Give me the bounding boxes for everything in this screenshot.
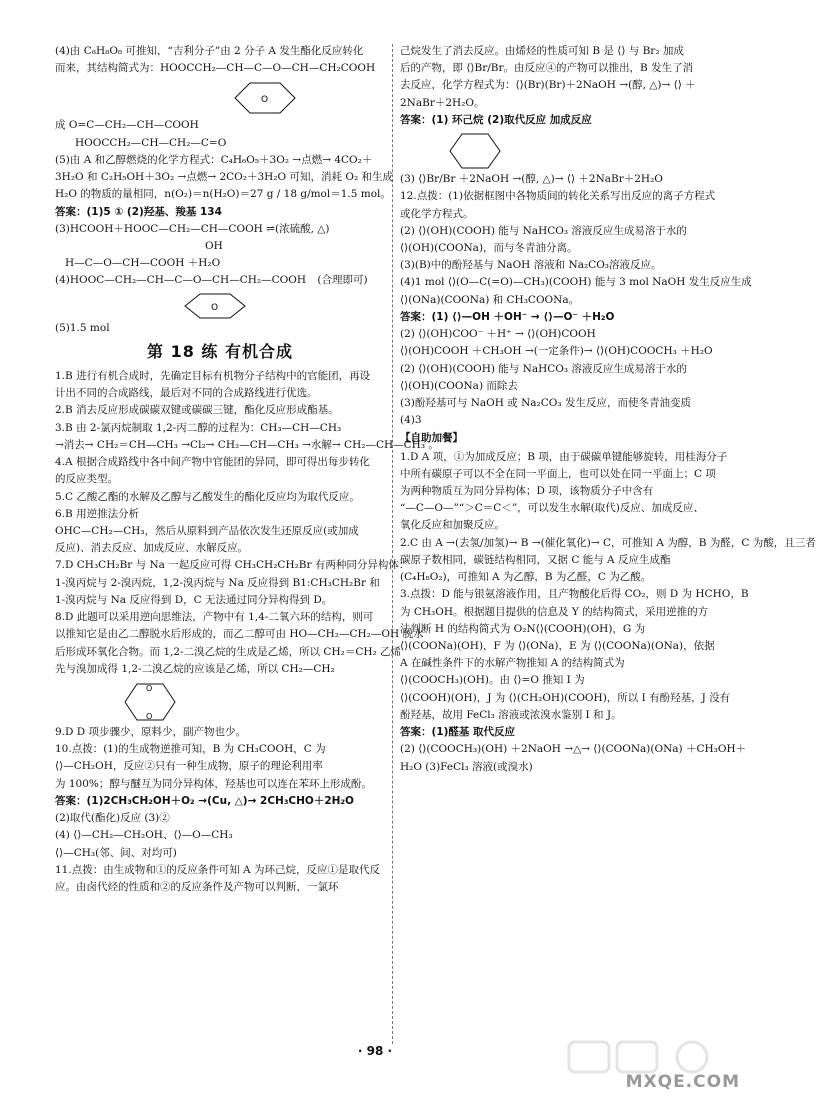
column-divider bbox=[392, 44, 393, 1044]
text-line: (2) ⟨⟩(OH)(COOH) 能与 NaHCO₃ 溶液反应生成易溶于水的 bbox=[400, 362, 687, 375]
text-line: (3)(B)中的酚羟基与 NaOH 溶液和 Na₂CO₃溶液反应。 bbox=[400, 259, 662, 272]
text-line: 为 CH₃OH。根据题目提供的信息及 Y 的结构简式，采用逆推的方 bbox=[400, 605, 709, 618]
list-item: (2)取代(酯化)反应 (3)② bbox=[55, 812, 170, 825]
list-item: 10.点拨：(1)的生成物逆推可知，B 为 CH₃COOH，C 为 bbox=[55, 743, 326, 756]
list-item: 为 100%；醇与醚互为同分异构体，羟基也可以连在苯环上形成酚。 bbox=[55, 777, 372, 790]
text-line: H—C—O—CH—COOH ＋H₂O bbox=[65, 257, 221, 270]
text-line: 法判断 H 的结构简式为 O₂N⟨⟩(COOH)(OH)，G 为 bbox=[400, 622, 646, 635]
list-item: 1-溴丙烷与 Na 反应得到 D，C 无法通过同分异构得到 D。 bbox=[55, 593, 333, 606]
text-line: 3H₂O 和 C₂H₅OH＋3O₂ →点燃→ 2CO₂＋3H₂O 可知，消耗 O₂ 和生成 bbox=[55, 171, 393, 184]
text-line: ⟨⟩(COONa)(OH)，F 为 ⟨⟩(ONa)，E 为 ⟨⟩(COONa)(ONa)，依据 bbox=[400, 640, 715, 652]
text-line: (2) ⟨⟩(COOCH₃)(OH) ＋2NaOH →△→ ⟨⟩(COONa)(ONa) ＋CH₃OH＋ bbox=[400, 743, 747, 756]
section-title: 第 18 练 有机合成 bbox=[147, 341, 293, 361]
text-line: (4)1 mol ⟨⟩(O—C(=O)—CH₃)(COOH) 能与 3 mol NaOH 发生反应生成 bbox=[400, 276, 752, 289]
text-line: ⟨⟩(OH)COOH ＋CH₃OH →(一定条件)→ ⟨⟩(OH)COOCH₃ ＋H₂O bbox=[400, 345, 713, 358]
text-line: (5)由 A 和乙醇燃烧的化学方程式：C₄H₆O₅＋3O₂ →点燃→ 4CO₂＋ bbox=[55, 153, 373, 166]
answer-line: 答案：(1) ⟨⟩—OH ＋OH⁻ → ⟨⟩—O⁻ ＋H₂O bbox=[400, 310, 615, 323]
subsection-title: 【自助加餐】 bbox=[400, 432, 463, 445]
text-line: 为两种物质互为同分异构体；D 项，该物质分子中含有 bbox=[400, 485, 654, 498]
right-column bbox=[400, 44, 816, 777]
text-line: (3)HCOOH＋HOOC—CH₂—CH—COOH ⇌(浓硫酸, △) bbox=[55, 222, 330, 235]
text-line: 或化学方程式。 bbox=[400, 207, 474, 220]
list-item: 的反应类型。 bbox=[55, 473, 118, 486]
text-line: 酚羟基，故用 FeCl₃ 溶液或浓溴水鉴别 I 和 J。 bbox=[400, 708, 622, 721]
text-line: OH bbox=[205, 239, 223, 252]
text-line: 1.D A 项，①为加成反应；B 项，由于碳碳单键能够旋转，用桂海分子 bbox=[400, 450, 728, 463]
watermark-text: MXQE.COM bbox=[625, 1072, 740, 1092]
text-line: (3)酚羟基可与 NaOH 或 Na₂CO₃ 发生反应，而使冬青油变质 bbox=[400, 396, 691, 409]
text-line: ⟨⟩(COOH)(OH)，J 为 ⟨⟩(CH₂OH)(COOH)，所以 I 有酚羟基，J 没有 bbox=[400, 691, 731, 704]
list-item: 3.B 由 2-氯丙烷制取 1,2-丙二醇的过程为：CH₃—CH—CH₃ bbox=[55, 421, 342, 434]
text-line: A 在碱性条件下的水解产物推知 A 的结构简式为 bbox=[400, 657, 625, 670]
list-item: 6.B 用逆推法分析 bbox=[55, 507, 140, 520]
list-item: 5.C 乙酸乙酯的水解及乙醇与乙酸发生的酯化反应均为取代反应。 bbox=[55, 490, 360, 503]
text-line: ⟨⟩(ONa)(COONa) 和 CH₃COONa。 bbox=[400, 293, 580, 306]
svg-text:O: O bbox=[211, 302, 219, 313]
list-item: 9.D D 项步骤少，原料少，副产物也少。 bbox=[55, 725, 247, 738]
list-item: 反应)、消去反应、加成反应、水解反应。 bbox=[55, 542, 249, 555]
text-line: 2.C 由 A →(去氢/加氢)→ B →(催化氧化)→ C，可推知 A 为醇，B 为醛，C 为酸，且三者 bbox=[400, 536, 816, 549]
text-line: 12.点拨：(1)依据框图中各物质间的转化关系写出反应的离子方程式 bbox=[400, 190, 716, 203]
text-line: H₂O (3)FeCl₃ 溶液(或溴水) bbox=[400, 760, 533, 773]
text-line: 中所有碳原子可以不全在同一平面上，也可以处在同一平面上；C 项 bbox=[400, 467, 716, 480]
svg-text:O: O bbox=[146, 711, 153, 721]
text-line: “—C—O—”“＞C＝C＜”，可以发生水解(取代)反应、加成反应、 bbox=[400, 502, 704, 515]
text-line: (4)3 bbox=[400, 414, 422, 427]
text-line: ⟨⟩(OH)(COONa) 而除去 bbox=[400, 379, 518, 392]
text-line: 去反应，化学方程式为：⟨⟩(Br)(Br)＋2NaOH →(醇, △)→ ⟨⟩ ＋ bbox=[400, 79, 696, 92]
list-item: 以推知它是由乙二醇脱水后形成的，而乙二醇可由 HO—CH₂—CH₂—OH 脱水 bbox=[55, 628, 424, 641]
text-line bbox=[55, 273, 385, 288]
text-line: (3) ⟨⟩Br/Br ＋2NaOH →(醇, △)→ ⟨⟩ ＋2NaBr＋2H₂O bbox=[400, 173, 663, 186]
text-line: ⟨⟩(OH)(COONa)，而与冬青油分离。 bbox=[400, 241, 578, 254]
ring-structure-icon bbox=[175, 291, 255, 321]
text-line: 成 O=C—CH₂—CH—COOH bbox=[55, 119, 199, 132]
svg-text:O: O bbox=[146, 683, 153, 693]
text-line: ⟨⟩(COOCH₃)(OH)。由 ⟨⟩=O 推知 I 为 bbox=[400, 674, 585, 687]
text-line: 碳原子数相同，碳链结构相同，又据 C 能与 A 反应生成酯 bbox=[400, 553, 671, 566]
text-line: (2) ⟨⟩(OH)(COOH) 能与 NaHCO₃ 溶液反应生成易溶于水的 bbox=[400, 224, 687, 237]
text-line: H₂O 的物质的量相同，n(O₂)＝n(H₂O)＝27 g / 18 g/mol＝1.5 mol。 bbox=[55, 188, 391, 201]
text-line: 后的产物，即 ⟨⟩Br/Br。由反应④的产物可以推出，B 发生了消 bbox=[400, 62, 694, 75]
answer-line: 答案：(1)5 ① (2)羟基、羧基 134 bbox=[55, 205, 222, 218]
note-text: (合理即可) bbox=[317, 274, 368, 287]
list-item: 应。由卤代烃的性质和②的反应条件及产物可以判断，一氯环 bbox=[55, 880, 339, 893]
list-item: 1-溴丙烷与 2-溴丙烷，1,2-溴丙烷与 Na 反应得到 B1:CH₃CH₂Br 和 bbox=[55, 576, 380, 589]
text-line: (2) ⟨⟩(OH)COO⁻ ＋H⁺ → ⟨⟩(OH)COOH bbox=[400, 328, 596, 341]
list-item: OHC—CH₂—CH₃，然后从原料到产品依次发生还原反应(或加成 bbox=[55, 525, 359, 537]
text-line: HOOCCH₂—CH—CH₂—C=O bbox=[75, 136, 227, 149]
list-item: (4) ⟨⟩—CH₂—CH₂OH、⟨⟩—O—CH₃ bbox=[55, 829, 233, 842]
svg-text:O: O bbox=[261, 95, 269, 106]
list-item: 4.A 根据合成路线中各中间产物中官能团的异同，即可得出每步转化 bbox=[55, 456, 370, 469]
list-item: 先与溴加成得 1,2-二溴乙烷的应该是乙烯，所以 CH₂—CH₂ bbox=[55, 662, 335, 675]
list-item: 1.B 进行有机合成时，先确定目标有机物分子结构中的官能团，再设 bbox=[55, 370, 371, 383]
text-line: (5)1.5 mol bbox=[55, 321, 110, 334]
list-item: 11.点拨：由生成物和①的反应条件可知 A 为环己烷，反应①是取代反 bbox=[55, 863, 380, 876]
answer-line: 答案：(1) 环己烷 (2)取代反应 加成反应 bbox=[400, 113, 592, 126]
list-item: ⟨⟩—CH₃(邻、间、对均可) bbox=[55, 846, 177, 859]
list-item: 7.D CH₃CH₂Br 与 Na 一起反应可得 CH₃CH₂CH₂Br 有两种同分异构体： bbox=[55, 559, 410, 572]
list-item: 8.D 此题可以采用逆向思维法，产物中有 1,4-二氧六环的结构，则可 bbox=[55, 611, 374, 624]
cyclohexane-structure-icon bbox=[440, 130, 510, 172]
text-line: 2NaBr＋2H₂O。 bbox=[400, 96, 485, 109]
dioxane-structure-icon bbox=[115, 679, 185, 725]
list-item: 答案：(1)2CH₃CH₂OH＋O₂ →(Cu, △)→ 2CH₃CHO＋2H₂O bbox=[55, 794, 354, 807]
text-line: 己烷发生了消去反应。由烯烃的性质可知 B 是 ⟨⟩ 与 Br₂ 加成 bbox=[400, 45, 684, 57]
list-item: ⟨⟩—CH₂OH，反应②只有一种生成物，原子的理论利用率 bbox=[55, 760, 323, 773]
answer-line: 答案：(1)醛基 取代反应 bbox=[400, 726, 516, 739]
text-line: 氧化反应和加聚反应。 bbox=[400, 519, 505, 532]
list-item: 2.B 消去反应形成碳碳双键或碳碳三键，酯化反应形成酯基。 bbox=[55, 404, 339, 417]
text-line: (4)由 C₈H₈O₈ 可推知，“吉利分子”由 2 分子 A 发生酯化反应转化 bbox=[55, 45, 364, 57]
text-line: 3.点拨：D 能与银氨溶液作用，且产物酸化后得 CO₂，则 D 为 HCHO，B bbox=[400, 588, 749, 601]
text-line: (C₄H₈O₂)，可推知 A 为乙醇，B 为乙醛，C 为乙酸。 bbox=[400, 571, 652, 584]
ring-structure-icon bbox=[225, 78, 305, 118]
list-item: →消去→ CH₂＝CH—CH₃ →Cl₂→ CH₂—CH—CH₃ →水解→ CH₂—CH—CH₃ 。 bbox=[55, 438, 439, 451]
page-number: · 98 · bbox=[357, 1044, 393, 1058]
list-item: 计出不同的合成路线，最后对不同的合成路线进行优选。 bbox=[55, 387, 318, 400]
list-item: 后形成环氧化合物。而 1,2-二溴乙烷的生成是乙烯，所以 CH₂＝CH₂ 乙烯 bbox=[55, 645, 402, 658]
text-line: 而来，其结构简式为：HOOCCH₂—CH—C—O—CH—CH₂COOH bbox=[55, 62, 376, 75]
formula-text: (4)HOOC—CH₂—CH—C—O—CH—CH₂—COOH bbox=[55, 274, 307, 287]
